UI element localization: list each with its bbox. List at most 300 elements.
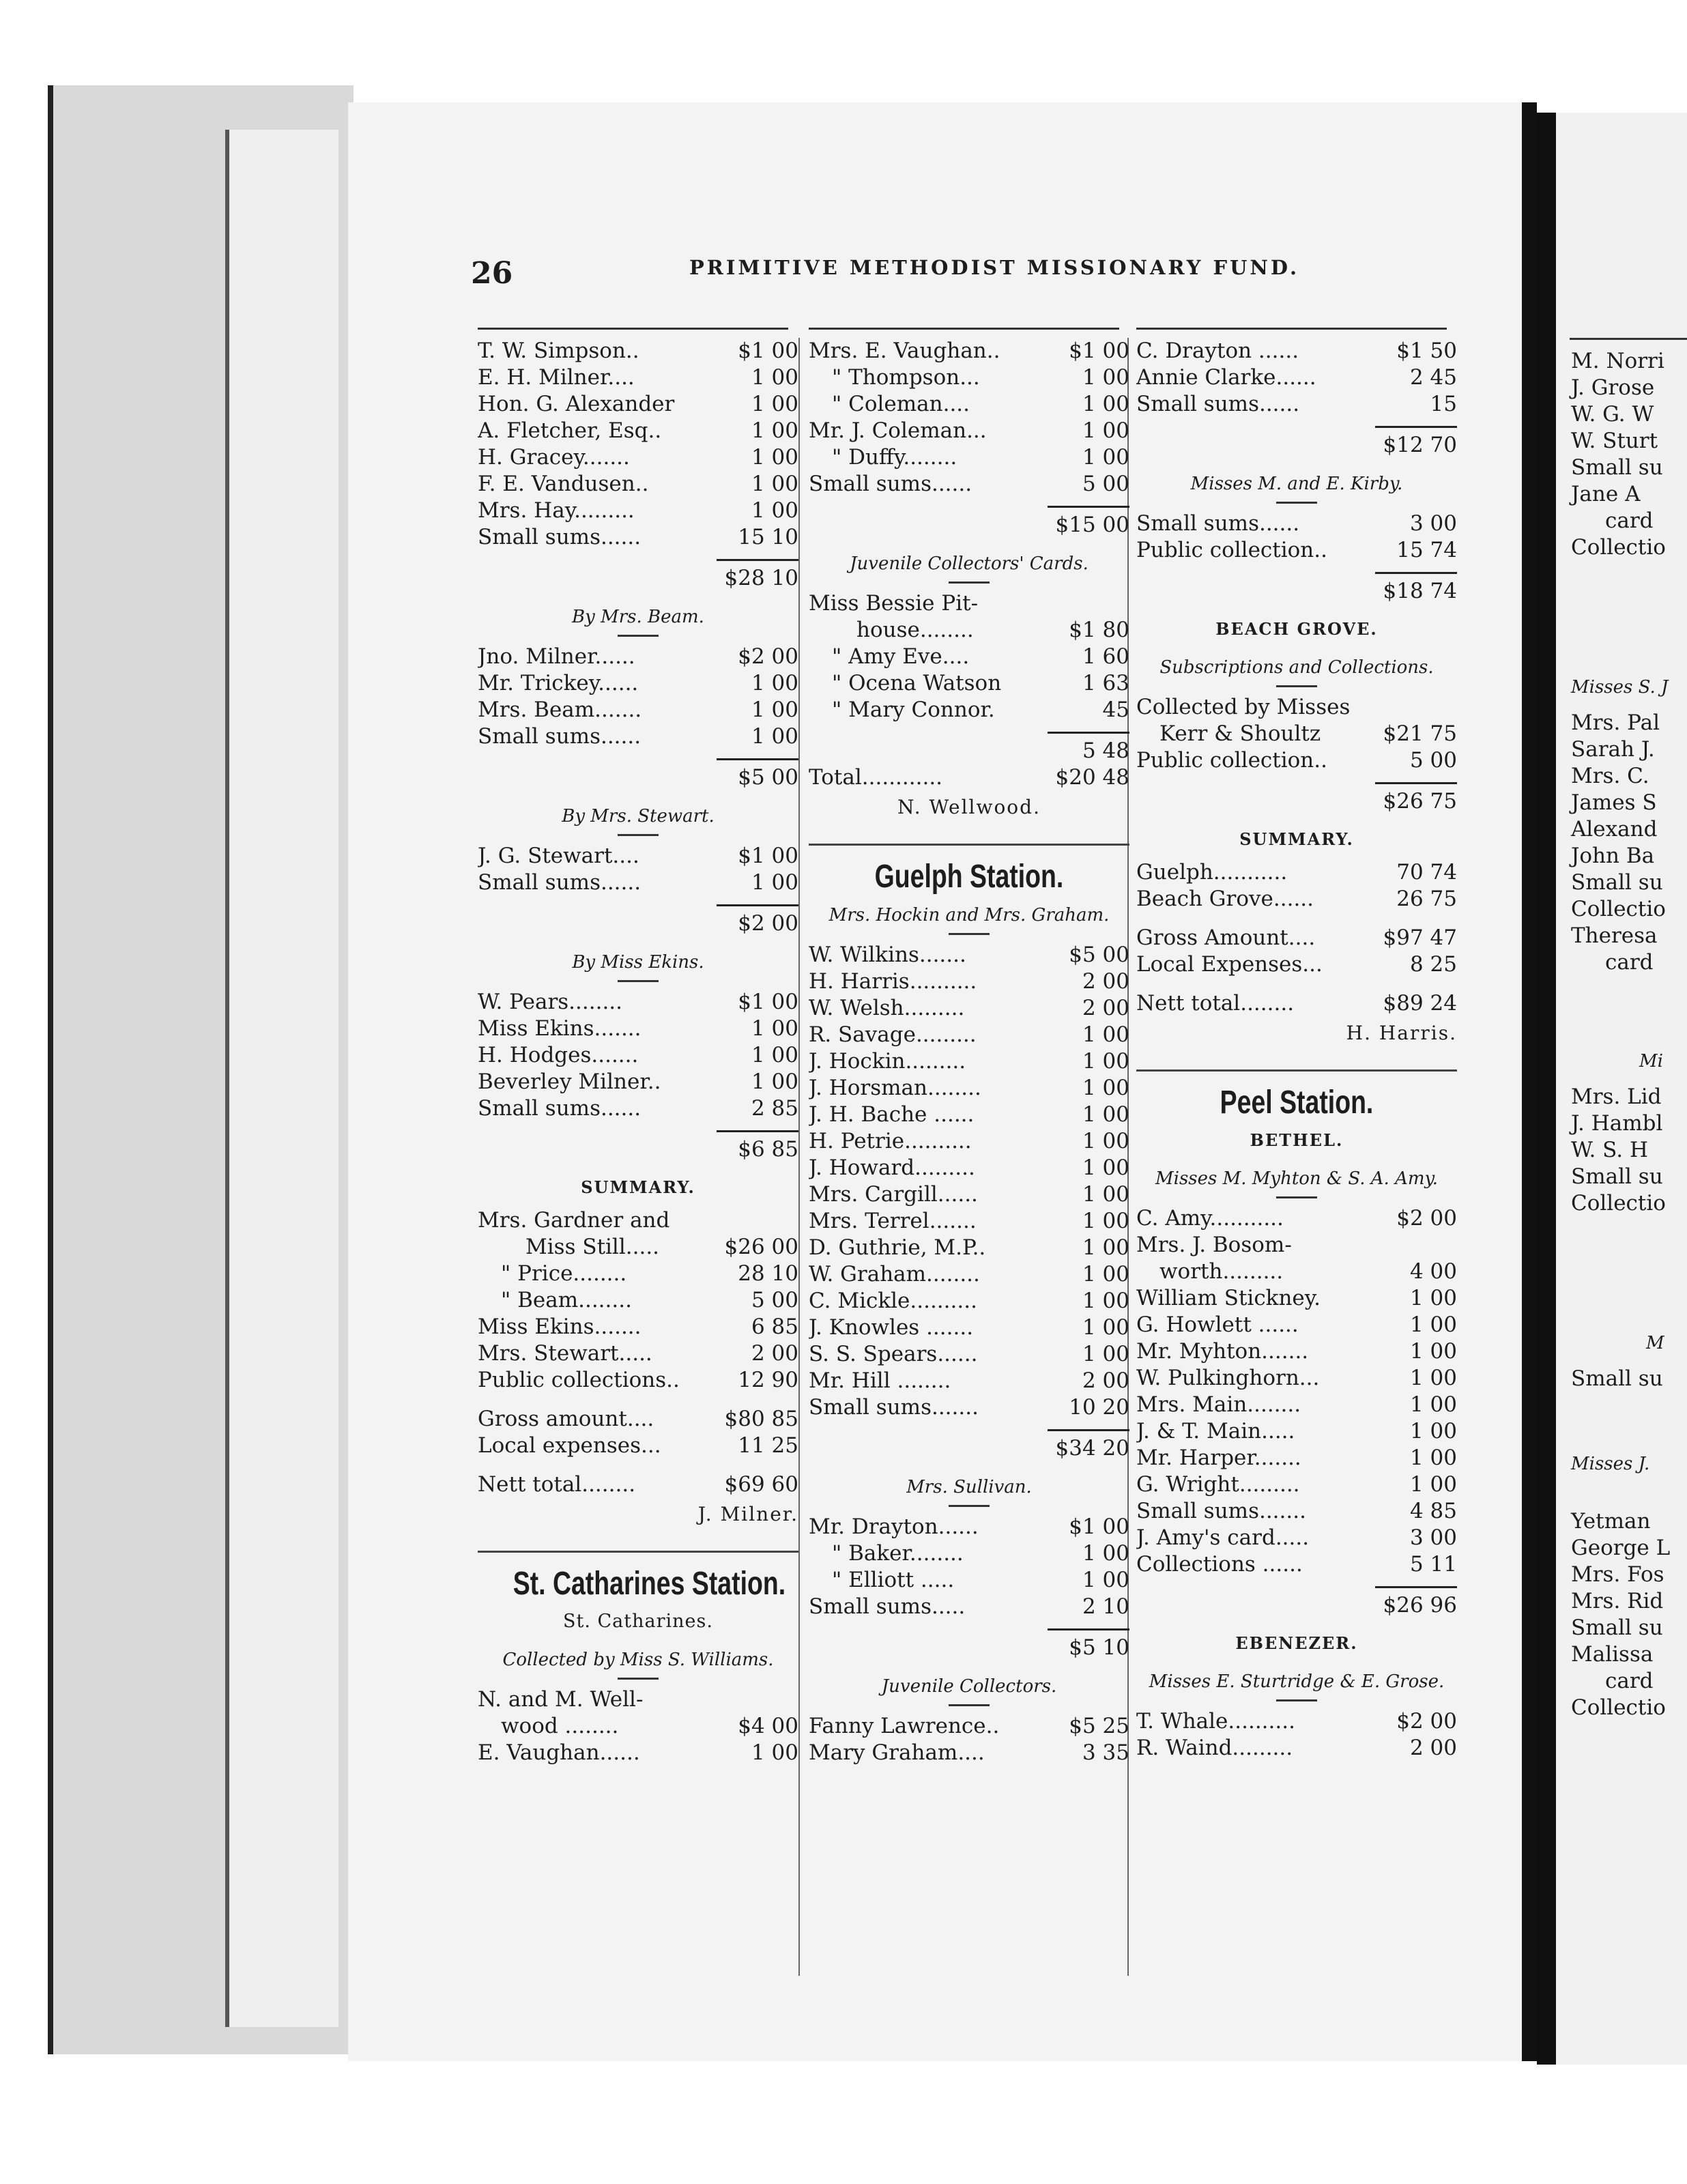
section-separator bbox=[478, 1551, 798, 1553]
entry-amount: 26 75 bbox=[1396, 887, 1457, 911]
entry-row bbox=[1136, 1471, 1457, 1498]
entry-row bbox=[478, 471, 798, 498]
entry-name: S. S. Spears...... bbox=[809, 1342, 978, 1366]
nett-total-row: Nett total........ $69 60 bbox=[478, 1472, 798, 1497]
station-heading: Peel Station. bbox=[1220, 1084, 1374, 1121]
entry-row bbox=[809, 444, 1129, 471]
entry-amount: 1 00 bbox=[1082, 1129, 1129, 1153]
entry-name: D. Guthrie, M.P.. bbox=[809, 1235, 986, 1260]
entry-amount: $2 00 bbox=[1396, 1709, 1457, 1734]
entry-amount: 1 00 bbox=[1082, 1076, 1129, 1100]
subtotal: $2 00 bbox=[478, 904, 798, 937]
section-subheading: Misses S. J bbox=[1571, 677, 1669, 698]
entry-amount: 1 00 bbox=[751, 418, 798, 443]
entry-name: Beach Grove...... bbox=[1136, 887, 1314, 911]
entry-row bbox=[478, 1069, 798, 1095]
entry-amount: 5 00 bbox=[1409, 748, 1457, 773]
entry-name: J. Howard......... bbox=[809, 1155, 975, 1180]
entry-name: C. Drayton ...... bbox=[1136, 339, 1299, 363]
facing-page-line: Small su bbox=[1571, 1615, 1663, 1640]
entry-name: Mrs. Main........ bbox=[1136, 1392, 1301, 1417]
entry-row bbox=[809, 1594, 1129, 1620]
section-subheading: Juvenile Collectors. bbox=[809, 1673, 1129, 1706]
entry-row bbox=[478, 1713, 798, 1740]
facing-page-line: Mrs. Pal bbox=[1571, 710, 1660, 735]
entry-name: Guelph........... bbox=[1136, 860, 1288, 885]
entry-name: Fanny Lawrence.. bbox=[809, 1714, 1000, 1738]
facing-page-line: Mrs. Rid bbox=[1571, 1589, 1664, 1613]
entry-name: Collections ...... bbox=[1136, 1552, 1303, 1577]
entry-name: G. Howlett ...... bbox=[1136, 1312, 1299, 1337]
column-1 bbox=[478, 338, 798, 1766]
entry-row bbox=[1136, 1285, 1457, 1312]
entry-name: J. Horsman........ bbox=[809, 1076, 981, 1100]
entry-row: Mrs. J. Bosom- bbox=[1136, 1233, 1292, 1257]
entry-amount: 1 00 bbox=[751, 724, 798, 749]
total-row: Total............ $20 48 bbox=[809, 765, 1129, 790]
entry-amount: 1 00 bbox=[751, 1016, 798, 1041]
facing-page-line: Collectio bbox=[1571, 897, 1666, 921]
entry-amount: 1 00 bbox=[1409, 1286, 1457, 1310]
entry-name: " Elliott ..... bbox=[832, 1568, 955, 1592]
entry-amount: 1 60 bbox=[1082, 644, 1129, 669]
entry-amount: 2 45 bbox=[1409, 365, 1457, 390]
scanned-page bbox=[348, 102, 1537, 2061]
entry-amount: 1 00 bbox=[1082, 365, 1129, 390]
entry-amount: $26 00 bbox=[724, 1235, 798, 1259]
entry-name: Mrs. Beam....... bbox=[478, 698, 642, 722]
entry-amount: 1 00 bbox=[1082, 1568, 1129, 1592]
entry-name: " Coleman.... bbox=[832, 392, 970, 416]
section-subheading: Misses J. bbox=[1571, 1454, 1650, 1474]
entry-row bbox=[809, 1540, 1129, 1567]
section-subheading: Juvenile Collectors' Cards. bbox=[809, 551, 1129, 584]
entry-amount: 1 00 bbox=[751, 498, 798, 523]
section-subheading: Mi bbox=[1639, 1051, 1663, 1072]
facing-page-line: J. Grose bbox=[1571, 375, 1655, 400]
entry-name: F. E. Vandusen.. bbox=[478, 472, 649, 496]
entry-row bbox=[1136, 1551, 1457, 1578]
entry-name: Hon. G. Alexander bbox=[478, 392, 675, 416]
entry-row bbox=[809, 644, 1129, 670]
entry-name: J. H. Bache ...... bbox=[809, 1102, 975, 1127]
entry-row bbox=[809, 1075, 1129, 1102]
facing-page-line: John Ba bbox=[1571, 844, 1655, 868]
entry-row bbox=[1136, 364, 1457, 391]
entry-row bbox=[809, 391, 1129, 418]
entry-row bbox=[809, 338, 1129, 364]
entry-name: Mrs. E. Vaughan.. bbox=[809, 339, 1000, 363]
entry-name: W. Pulkinghorn... bbox=[1136, 1366, 1320, 1390]
entry-row bbox=[478, 1287, 798, 1314]
entry-name: H. Petrie.......... bbox=[809, 1129, 972, 1153]
entry-amount: 15 10 bbox=[738, 525, 798, 549]
entry-row bbox=[478, 870, 798, 896]
entry-amount: 1 00 bbox=[1409, 1472, 1457, 1497]
entry-amount: 12 90 bbox=[738, 1368, 798, 1392]
entry-amount: 1 00 bbox=[751, 365, 798, 390]
facing-page-line: W. S. H bbox=[1571, 1138, 1649, 1162]
summary-heading: SUMMARY. bbox=[1239, 829, 1354, 849]
facing-page-line: Collectio bbox=[1571, 535, 1666, 560]
facing-page-line: card bbox=[1605, 508, 1654, 533]
entry-row bbox=[809, 364, 1129, 391]
entry-row bbox=[1136, 747, 1457, 774]
entry-name: " Duffy........ bbox=[832, 445, 957, 470]
gross-amount-row: Gross Amount.... $97 47 bbox=[1136, 925, 1457, 950]
entry-row bbox=[809, 1314, 1129, 1341]
section-subheading: M bbox=[1646, 1333, 1664, 1353]
entry-row bbox=[1136, 721, 1457, 747]
entry-row bbox=[809, 1181, 1129, 1208]
entry-name: T. W. Simpson.. bbox=[478, 339, 639, 363]
subtotal: $18 74 bbox=[1136, 572, 1457, 605]
entry-row: N. and M. Well- bbox=[478, 1687, 644, 1712]
entry-row bbox=[809, 995, 1129, 1022]
entry-amount: 6 85 bbox=[751, 1314, 798, 1339]
place-heading: BETHEL. bbox=[1250, 1130, 1344, 1150]
section-subheading: By Mrs. Beam. bbox=[478, 604, 798, 637]
subtotal: $28 10 bbox=[478, 559, 798, 592]
entry-row bbox=[809, 1740, 1129, 1766]
entry-row bbox=[809, 1713, 1129, 1740]
entry-row bbox=[478, 843, 798, 870]
entry-name: " Beam........ bbox=[501, 1288, 632, 1312]
entry-name: Small sums....... bbox=[1136, 1499, 1306, 1523]
place-heading: BEACH GROVE. bbox=[1215, 619, 1378, 639]
station-heading: St. Catharines Station. bbox=[513, 1566, 786, 1602]
entry-name: R. Waind......... bbox=[1136, 1736, 1293, 1760]
entry-name: wood ........ bbox=[501, 1714, 619, 1738]
facing-page-line: W. G. W bbox=[1571, 402, 1654, 427]
entry-name: R. Savage......... bbox=[809, 1022, 977, 1047]
entry-row bbox=[809, 1155, 1129, 1181]
entry-row bbox=[809, 1514, 1129, 1540]
entry-amount: 1 00 bbox=[1082, 1235, 1129, 1260]
entry-name: Mr. Trickey...... bbox=[478, 671, 639, 695]
entry-amount: 2 00 bbox=[751, 1341, 798, 1366]
entry-row bbox=[809, 942, 1129, 968]
entry-amount: 5 11 bbox=[1409, 1552, 1457, 1577]
facing-page-line: Malissa bbox=[1571, 1642, 1654, 1667]
entry-row bbox=[478, 1314, 798, 1340]
facing-page-line: Small su bbox=[1571, 1366, 1663, 1391]
facing-page-line: Jane A bbox=[1571, 482, 1641, 506]
entry-name: J. & T. Main..... bbox=[1136, 1419, 1295, 1443]
place-heading: EBENEZER. bbox=[1235, 1633, 1358, 1653]
entry-row bbox=[478, 670, 798, 697]
entry-row: Collected by Misses bbox=[1136, 695, 1351, 719]
entry-amount: 1 00 bbox=[1082, 445, 1129, 470]
signature: N. Wellwood. bbox=[897, 796, 1041, 818]
entry-name: W. Welsh......... bbox=[809, 996, 965, 1020]
entry-row: Miss Bessie Pit- bbox=[809, 591, 979, 616]
entry-name: Small sums...... bbox=[478, 1096, 641, 1121]
entry-amount: $1 00 bbox=[738, 844, 798, 868]
entry-name: Mrs. Hay......... bbox=[478, 498, 635, 523]
facing-page-line: Yetman bbox=[1571, 1509, 1651, 1534]
entry-amount: $2 00 bbox=[1396, 1206, 1457, 1231]
entry-row bbox=[478, 644, 798, 670]
facing-page-line: Small su bbox=[1571, 870, 1663, 895]
section-subheading: Misses M. and E. Kirby. bbox=[1136, 471, 1457, 504]
entry-row bbox=[1136, 1525, 1457, 1551]
entry-name: Mr. Harper....... bbox=[1136, 1446, 1301, 1470]
facing-page-line: Small su bbox=[1571, 455, 1663, 480]
entry-amount: $1 00 bbox=[1069, 339, 1129, 363]
entry-name: W. Pears........ bbox=[478, 990, 623, 1014]
entry-name: " Amy Eve.... bbox=[832, 644, 970, 669]
facing-page-line: Alexand bbox=[1571, 817, 1658, 842]
entry-amount: 1 00 bbox=[1082, 418, 1129, 443]
entry-row bbox=[478, 1095, 798, 1122]
entry-name: Public collection.. bbox=[1136, 538, 1327, 562]
entry-row bbox=[1136, 1392, 1457, 1418]
entry-amount: 1 00 bbox=[1082, 1315, 1129, 1340]
entry-row bbox=[478, 338, 798, 364]
entry-amount: 1 00 bbox=[1082, 392, 1129, 416]
entry-amount: 3 00 bbox=[1409, 511, 1457, 536]
entry-amount: $1 50 bbox=[1396, 339, 1457, 363]
entry-amount: 4 85 bbox=[1409, 1499, 1457, 1523]
signature: J. Milner. bbox=[697, 1503, 798, 1525]
entry-name: " Ocena Watson bbox=[832, 671, 1002, 695]
entry-name: Mrs. Stewart..... bbox=[478, 1341, 652, 1366]
entry-name: Jno. Milner...... bbox=[478, 644, 635, 669]
entry-amount: 2 00 bbox=[1409, 1736, 1457, 1760]
entry-amount: 1 00 bbox=[751, 1043, 798, 1067]
column-3 bbox=[1136, 338, 1457, 1762]
subtotal: $26 96 bbox=[1136, 1586, 1457, 1619]
entry-amount: 1 00 bbox=[1082, 1209, 1129, 1233]
entry-name: Mary Graham.... bbox=[809, 1740, 985, 1765]
entry-row: Mrs. Gardner and bbox=[478, 1208, 670, 1233]
entry-name: Miss Ekins....... bbox=[478, 1314, 641, 1339]
entry-row bbox=[809, 1341, 1129, 1368]
entry-amount: 1 00 bbox=[1409, 1419, 1457, 1443]
entry-amount: 1 00 bbox=[751, 698, 798, 722]
entry-amount: 10 20 bbox=[1069, 1395, 1129, 1420]
entry-name: J. G. Stewart.... bbox=[478, 844, 639, 868]
entry-row bbox=[1136, 886, 1457, 913]
entry-name: Small sums..... bbox=[809, 1594, 966, 1619]
entry-name: E. H. Milner.... bbox=[478, 365, 635, 390]
entry-amount: 3 00 bbox=[1409, 1525, 1457, 1550]
entry-row bbox=[809, 697, 1129, 723]
entry-amount: $5 00 bbox=[1069, 943, 1129, 967]
entry-name: C. Amy........... bbox=[1136, 1206, 1284, 1231]
subtotal: $26 75 bbox=[1136, 782, 1457, 815]
section-separator bbox=[809, 844, 1129, 846]
entry-name: H. Harris.......... bbox=[809, 969, 977, 994]
entry-row bbox=[478, 1042, 798, 1069]
entry-amount: 1 00 bbox=[1409, 1446, 1457, 1470]
entry-row bbox=[478, 1740, 798, 1766]
subtotal: $5 10 bbox=[809, 1628, 1129, 1661]
entry-amount: 28 10 bbox=[738, 1261, 798, 1286]
entry-name: A. Fletcher, Esq.. bbox=[478, 418, 662, 443]
entry-amount: 3 35 bbox=[1082, 1740, 1129, 1765]
subtotal: $6 85 bbox=[478, 1130, 798, 1163]
entry-row bbox=[809, 1567, 1129, 1594]
entry-row bbox=[1136, 1498, 1457, 1525]
entry-amount: 1 00 bbox=[751, 472, 798, 496]
entry-row bbox=[809, 670, 1129, 697]
section-subheading: By Mrs. Stewart. bbox=[478, 803, 798, 836]
entry-amount: 1 00 bbox=[751, 870, 798, 895]
entry-row bbox=[809, 1288, 1129, 1314]
entry-row bbox=[478, 1340, 798, 1367]
entry-row bbox=[478, 498, 798, 524]
entry-row bbox=[478, 989, 798, 1016]
entry-row bbox=[809, 1208, 1129, 1235]
entry-name: Small sums...... bbox=[1136, 511, 1300, 536]
entry-name: Mrs. Terrel....... bbox=[809, 1209, 977, 1233]
facing-page-line: Collectio bbox=[1571, 1191, 1666, 1216]
entry-row bbox=[478, 418, 798, 444]
entry-row bbox=[809, 1102, 1129, 1128]
entry-amount: 1 00 bbox=[1409, 1312, 1457, 1337]
entry-name: Small sums...... bbox=[1136, 392, 1300, 416]
entry-row bbox=[1136, 859, 1457, 886]
entry-name: " Price........ bbox=[501, 1261, 627, 1286]
entry-name: " Mary Connor. bbox=[832, 698, 995, 722]
station-heading: Guelph Station. bbox=[874, 859, 1064, 895]
entry-row bbox=[809, 968, 1129, 995]
entry-amount: 1 00 bbox=[1082, 1182, 1129, 1207]
entry-row bbox=[1136, 1708, 1457, 1735]
entry-row bbox=[478, 1367, 798, 1394]
entry-name: Public collections.. bbox=[478, 1368, 680, 1392]
entry-row bbox=[1136, 1365, 1457, 1392]
entry-amount: 2 00 bbox=[1082, 1368, 1129, 1393]
entry-row bbox=[478, 1234, 798, 1261]
entry-row bbox=[809, 1368, 1129, 1394]
entry-amount: 2 00 bbox=[1082, 969, 1129, 994]
entry-amount: 45 bbox=[1102, 698, 1129, 722]
entry-amount: $1 00 bbox=[738, 990, 798, 1014]
entry-name: William Stickney. bbox=[1136, 1286, 1321, 1310]
entry-row bbox=[809, 471, 1129, 498]
section-subheading: By Miss Ekins. bbox=[478, 949, 798, 982]
subtotal: $12 70 bbox=[1136, 426, 1457, 459]
facing-page-text bbox=[1571, 348, 1670, 1721]
entry-row bbox=[1136, 1259, 1457, 1285]
facing-page-line: Mrs. C. bbox=[1571, 764, 1649, 788]
entry-name: Kerr & Shoultz bbox=[1159, 721, 1321, 746]
entry-row bbox=[1136, 1418, 1457, 1445]
section-subheading: Mrs. Sullivan. bbox=[809, 1474, 1129, 1507]
entry-amount: $21 75 bbox=[1383, 721, 1457, 746]
entry-row bbox=[809, 1048, 1129, 1075]
signature: H. Harris. bbox=[1346, 1022, 1457, 1044]
local-expenses-row: Local expenses... 11 25 bbox=[478, 1433, 798, 1458]
entry-amount: $1 00 bbox=[1069, 1514, 1129, 1539]
entry-name: Public collection.. bbox=[1136, 748, 1327, 773]
entry-name: " Baker........ bbox=[832, 1541, 964, 1566]
entry-name: Small sums...... bbox=[478, 724, 641, 749]
entry-amount: 1 00 bbox=[751, 445, 798, 470]
entry-amount: 1 00 bbox=[1082, 1342, 1129, 1366]
entry-amount: 1 00 bbox=[1409, 1339, 1457, 1364]
entry-amount: 1 00 bbox=[751, 392, 798, 416]
facing-page-line: card bbox=[1605, 950, 1654, 975]
entry-name: H. Hodges....... bbox=[478, 1043, 639, 1067]
section-subheading: Mrs. Hockin and Mrs. Graham. bbox=[809, 902, 1129, 935]
entry-row bbox=[1136, 511, 1457, 537]
entry-name: H. Gracey....... bbox=[478, 445, 630, 470]
facing-page-line: W. Sturt bbox=[1571, 429, 1658, 453]
entry-amount: 1 00 bbox=[1082, 1102, 1129, 1127]
entry-amount: 1 63 bbox=[1082, 671, 1129, 695]
entry-name: Beverley Milner.. bbox=[478, 1069, 661, 1094]
entry-name: house........ bbox=[856, 618, 974, 642]
entry-row bbox=[478, 444, 798, 471]
section-subheading: Misses M. Myhton & S. A. Amy. bbox=[1136, 1166, 1457, 1198]
entry-amount: 2 00 bbox=[1082, 996, 1129, 1020]
facing-page-line: Collectio bbox=[1571, 1695, 1666, 1720]
entry-amount: 2 10 bbox=[1082, 1594, 1129, 1619]
facing-page-line: James S bbox=[1571, 790, 1657, 815]
entry-name: W. Wilkins....... bbox=[809, 943, 966, 967]
entry-amount: 15 bbox=[1430, 392, 1457, 416]
entry-name: " Thompson... bbox=[832, 365, 980, 390]
entry-row bbox=[809, 617, 1129, 644]
entry-name: Small sums...... bbox=[478, 525, 641, 549]
entry-amount: 5 00 bbox=[751, 1288, 798, 1312]
entry-amount: 1 00 bbox=[1082, 1155, 1129, 1180]
column-rule bbox=[798, 338, 800, 1976]
gross-amount-row: Gross amount.... $80 85 bbox=[478, 1407, 798, 1431]
entry-row bbox=[478, 723, 798, 750]
entry-row bbox=[1136, 338, 1457, 364]
entry-name: J. Hockin......... bbox=[809, 1049, 966, 1074]
column-2 bbox=[809, 338, 1129, 1766]
entry-row bbox=[478, 364, 798, 391]
entry-amount: 1 00 bbox=[1082, 1541, 1129, 1566]
entry-row bbox=[478, 1016, 798, 1042]
facing-page-line: Sarah J. bbox=[1571, 737, 1655, 762]
entry-amount: 2 85 bbox=[751, 1096, 798, 1121]
entry-amount: 15 74 bbox=[1396, 538, 1457, 562]
entry-name: W. Graham........ bbox=[809, 1262, 980, 1287]
page-edges bbox=[225, 130, 338, 2027]
entry-name: Mrs. Cargill...... bbox=[809, 1182, 978, 1207]
entry-row bbox=[1136, 391, 1457, 418]
entry-row bbox=[1136, 1445, 1457, 1471]
entry-name: Mr. Hill ........ bbox=[809, 1368, 951, 1393]
subtotal: $15 00 bbox=[809, 506, 1129, 538]
entry-name: E. Vaughan...... bbox=[478, 1740, 640, 1765]
entry-name: Mr. Drayton...... bbox=[809, 1514, 979, 1539]
subtotal: $34 20 bbox=[809, 1429, 1129, 1462]
subtotal: 5 48 bbox=[809, 732, 1129, 764]
facing-page-line: M. Norri bbox=[1571, 349, 1664, 373]
entry-row bbox=[809, 1394, 1129, 1421]
facing-page-line: Small su bbox=[1571, 1164, 1663, 1189]
entry-name: C. Mickle.......... bbox=[809, 1289, 977, 1313]
local-expenses-row: Local Expenses... 8 25 bbox=[1136, 952, 1457, 977]
entry-amount: 4 00 bbox=[1409, 1259, 1457, 1284]
entry-name: T. Whale.......... bbox=[1136, 1709, 1295, 1734]
entry-row bbox=[478, 1261, 798, 1287]
entry-row bbox=[1136, 1205, 1457, 1232]
entry-name: J. Amy's card..... bbox=[1136, 1525, 1310, 1550]
entry-row bbox=[809, 1235, 1129, 1261]
entry-row bbox=[1136, 1312, 1457, 1338]
entry-name: Small sums...... bbox=[809, 472, 972, 496]
entry-name: Miss Ekins....... bbox=[478, 1016, 641, 1041]
